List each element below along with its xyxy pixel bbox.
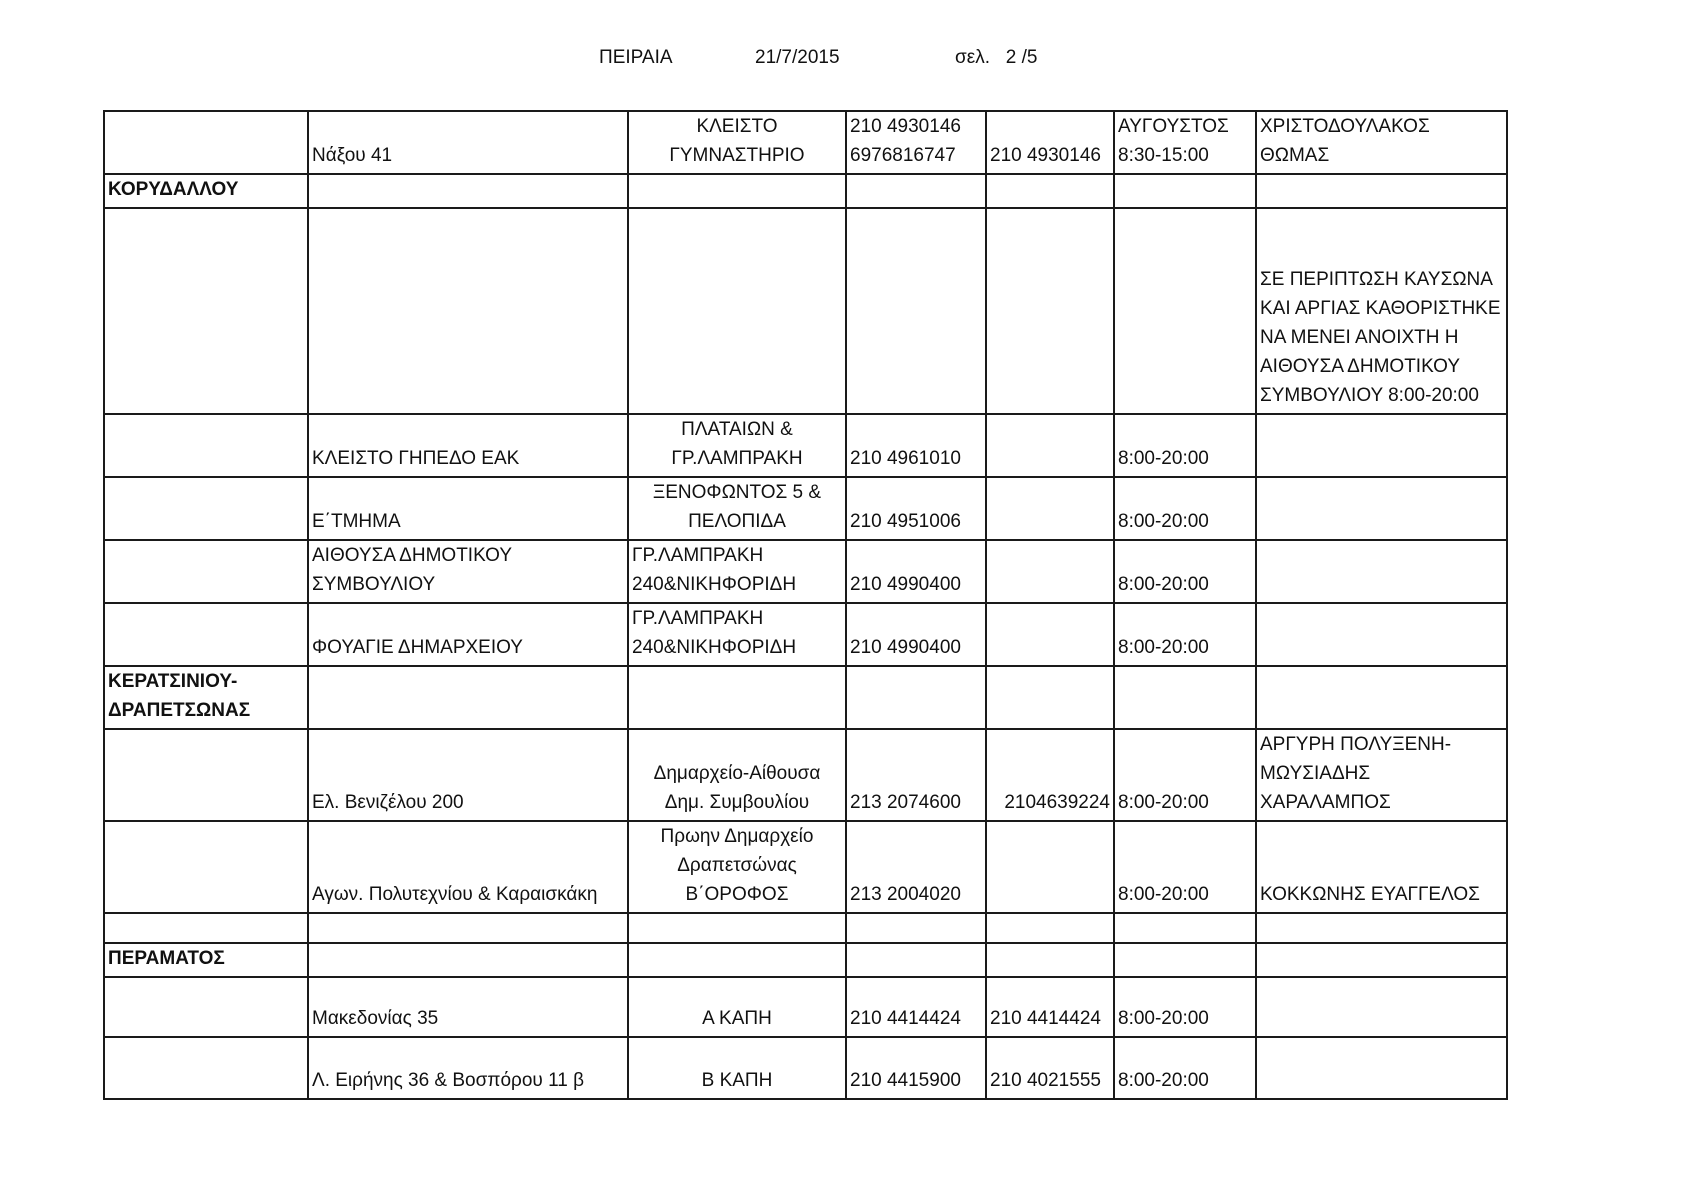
area-cell (104, 821, 308, 913)
area-cell (104, 913, 308, 943)
venue-cell: ΚΛΕΙΣΤΟ ΓΥΜΝΑΣΤΗΡΙΟ (628, 111, 846, 174)
hours-cell: 8:00-20:00 (1114, 414, 1256, 477)
address-cell (308, 174, 628, 208)
fax-cell: 2104639224 (986, 729, 1114, 821)
table-row (104, 414, 1507, 477)
hours-cell (1114, 666, 1256, 729)
address-cell: Νάξου 41 (308, 111, 628, 174)
table-row (104, 174, 1507, 208)
venue-cell: Β ΚΑΠΗ (628, 1037, 846, 1099)
phone-cell: 210 4961010 (846, 414, 986, 477)
contact-cell (1256, 603, 1507, 666)
phone-cell (846, 208, 986, 414)
fax-cell (986, 913, 1114, 943)
phone-cell (846, 943, 986, 977)
phone-cell (846, 174, 986, 208)
table-row (104, 943, 1507, 977)
area-cell (104, 603, 308, 666)
venue-cell (628, 666, 846, 729)
area-cell (104, 729, 308, 821)
contact-cell (1256, 913, 1507, 943)
address-cell (308, 666, 628, 729)
phone-cell: 210 4414424 (846, 977, 986, 1037)
hours-cell: 8:00-20:00 (1114, 477, 1256, 540)
address-cell: ΚΛΕΙΣΤΟ ΓΗΠΕΔΟ ΕΑΚ (308, 414, 628, 477)
hours-cell (1114, 174, 1256, 208)
area-cell (104, 977, 308, 1037)
fax-cell (986, 603, 1114, 666)
hours-cell (1114, 943, 1256, 977)
venue-cell: ΓΡ.ΛΑΜΠΡΑΚΗ 240&ΝΙΚΗΦΟΡΙΔΗ (628, 540, 846, 603)
address-cell: Αγων. Πολυτεχνίου & Καραισκάκη (308, 821, 628, 913)
table-row (104, 208, 1507, 414)
area-cell (104, 111, 308, 174)
phone-cell: 210 4930146 6976816747 (846, 111, 986, 174)
area-cell (104, 1037, 308, 1099)
address-cell: ΑΙΘΟΥΣΑ ΔΗΜΟΤΙΚΟΥ ΣΥΜΒΟΥΛΙΟΥ (308, 540, 628, 603)
fax-cell (986, 821, 1114, 913)
hours-cell: 8:00-20:00 (1114, 540, 1256, 603)
table-row (104, 477, 1507, 540)
contact-cell (1256, 174, 1507, 208)
venue-cell (628, 943, 846, 977)
address-cell: Λ. Ειρήνης 36 & Βοσπόρου 11 β (308, 1037, 628, 1099)
contact-cell (1256, 477, 1507, 540)
contact-cell (1256, 943, 1507, 977)
contact-cell (1256, 1037, 1507, 1099)
schedule-table (103, 110, 1508, 1100)
venue-cell (628, 208, 846, 414)
contact-cell: ΚΟΚΚΩΝΗΣ ΕΥΑΓΓΕΛΟΣ (1256, 821, 1507, 913)
phone-cell (846, 913, 986, 943)
area-cell (104, 477, 308, 540)
header-page: σελ. 2 /5 (955, 47, 1038, 68)
address-cell: Ε΄ΤΜΗΜΑ (308, 477, 628, 540)
venue-cell: ΞΕΝΟΦΩΝΤΟΣ 5 & ΠΕΛΟΠΙΔΑ (628, 477, 846, 540)
fax-cell: 210 4930146 (986, 111, 1114, 174)
contact-cell (1256, 540, 1507, 603)
hours-cell: 8:00-20:00 (1114, 603, 1256, 666)
contact-cell (1256, 414, 1507, 477)
phone-cell: 210 4990400 (846, 540, 986, 603)
table-row (104, 603, 1507, 666)
venue-cell: Δημαρχείο-Αίθουσα Δημ. Συμβουλίου (628, 729, 846, 821)
area-cell (104, 414, 308, 477)
address-cell (308, 943, 628, 977)
venue-cell: Α ΚΑΠΗ (628, 977, 846, 1037)
area-cell: ΚΟΡΥΔΑΛΛΟΥ (104, 174, 308, 208)
hours-cell: 8:00-20:00 (1114, 1037, 1256, 1099)
address-cell: Ελ. Βενιζέλου 200 (308, 729, 628, 821)
venue-cell: ΠΛΑΤΑΙΩΝ & ΓΡ.ΛΑΜΠΡΑΚΗ (628, 414, 846, 477)
hours-cell: 8:00-20:00 (1114, 977, 1256, 1037)
hours-cell: ΑΥΓΟΥΣΤΟΣ 8:30-15:00 (1114, 111, 1256, 174)
contact-cell (1256, 977, 1507, 1037)
table-row (104, 729, 1507, 821)
table-row (104, 821, 1507, 913)
table-row (104, 977, 1507, 1037)
area-cell: ΠΕΡΑΜΑΤΟΣ (104, 943, 308, 977)
table-row (104, 666, 1507, 729)
fax-cell: 210 4414424 (986, 977, 1114, 1037)
address-cell: ΦΟΥΑΓΙΕ ΔΗΜΑΡΧΕΙΟΥ (308, 603, 628, 666)
phone-cell: 213 2004020 (846, 821, 986, 913)
hours-cell: 8:00-20:00 (1114, 729, 1256, 821)
venue-cell: ΓΡ.ΛΑΜΠΡΑΚΗ 240&ΝΙΚΗΦΟΡΙΔΗ (628, 603, 846, 666)
phone-cell: 210 4990400 (846, 603, 986, 666)
phone-cell: 210 4415900 (846, 1037, 986, 1099)
hours-cell (1114, 913, 1256, 943)
fax-cell: 210 4021555 (986, 1037, 1114, 1099)
fax-cell (986, 477, 1114, 540)
fax-cell (986, 414, 1114, 477)
table-row (104, 540, 1507, 603)
contact-cell: ΣΕ ΠΕΡΙΠΤΩΣΗ ΚΑΥΣΩΝΑ ΚΑΙ ΑΡΓΙΑΣ ΚΑΘΟΡΙΣΤΗΚΕ ΝΑ ΜΕΝΕΙ ΑΝΟΙΧΤΗ Η ΑΙΘΟΥΣΑ ΔΗΜΟΤΙΚΟΥ ΣΥΜΒΟΥΛΙΟΥ 8:00-20:00 (1256, 208, 1507, 414)
header-city: ΠΕΙΡΑΙΑ (599, 47, 673, 68)
header-date: 21/7/2015 (755, 47, 840, 68)
phone-cell: 213 2074600 (846, 729, 986, 821)
address-cell (308, 913, 628, 943)
fax-cell (986, 943, 1114, 977)
venue-cell (628, 174, 846, 208)
phone-cell: 210 4951006 (846, 477, 986, 540)
table-row (104, 1037, 1507, 1099)
address-cell: Μακεδονίας 35 (308, 977, 628, 1037)
address-cell (308, 208, 628, 414)
area-cell (104, 540, 308, 603)
contact-cell: ΧΡΙΣΤΟΔΟΥΛΑΚΟΣ ΘΩΜΑΣ (1256, 111, 1507, 174)
area-cell (104, 208, 308, 414)
fax-cell (986, 174, 1114, 208)
table-row (104, 111, 1507, 174)
contact-cell: ΑΡΓΥΡΗ ΠΟΛΥΞΕΝΗ- ΜΩΥΣΙΑΔΗΣ ΧΑΡΑΛΑΜΠΟΣ (1256, 729, 1507, 821)
phone-cell (846, 666, 986, 729)
hours-cell (1114, 208, 1256, 414)
fax-cell (986, 540, 1114, 603)
table-row (104, 913, 1507, 943)
hours-cell: 8:00-20:00 (1114, 821, 1256, 913)
venue-cell (628, 913, 846, 943)
fax-cell (986, 208, 1114, 414)
fax-cell (986, 666, 1114, 729)
area-cell: ΚΕΡΑΤΣΙΝΙΟΥ- ΔΡΑΠΕΤΣΩΝΑΣ (104, 666, 308, 729)
contact-cell (1256, 666, 1507, 729)
venue-cell: Πρωην Δημαρχείο Δραπετσώνας Β΄ΟΡΟΦΟΣ (628, 821, 846, 913)
